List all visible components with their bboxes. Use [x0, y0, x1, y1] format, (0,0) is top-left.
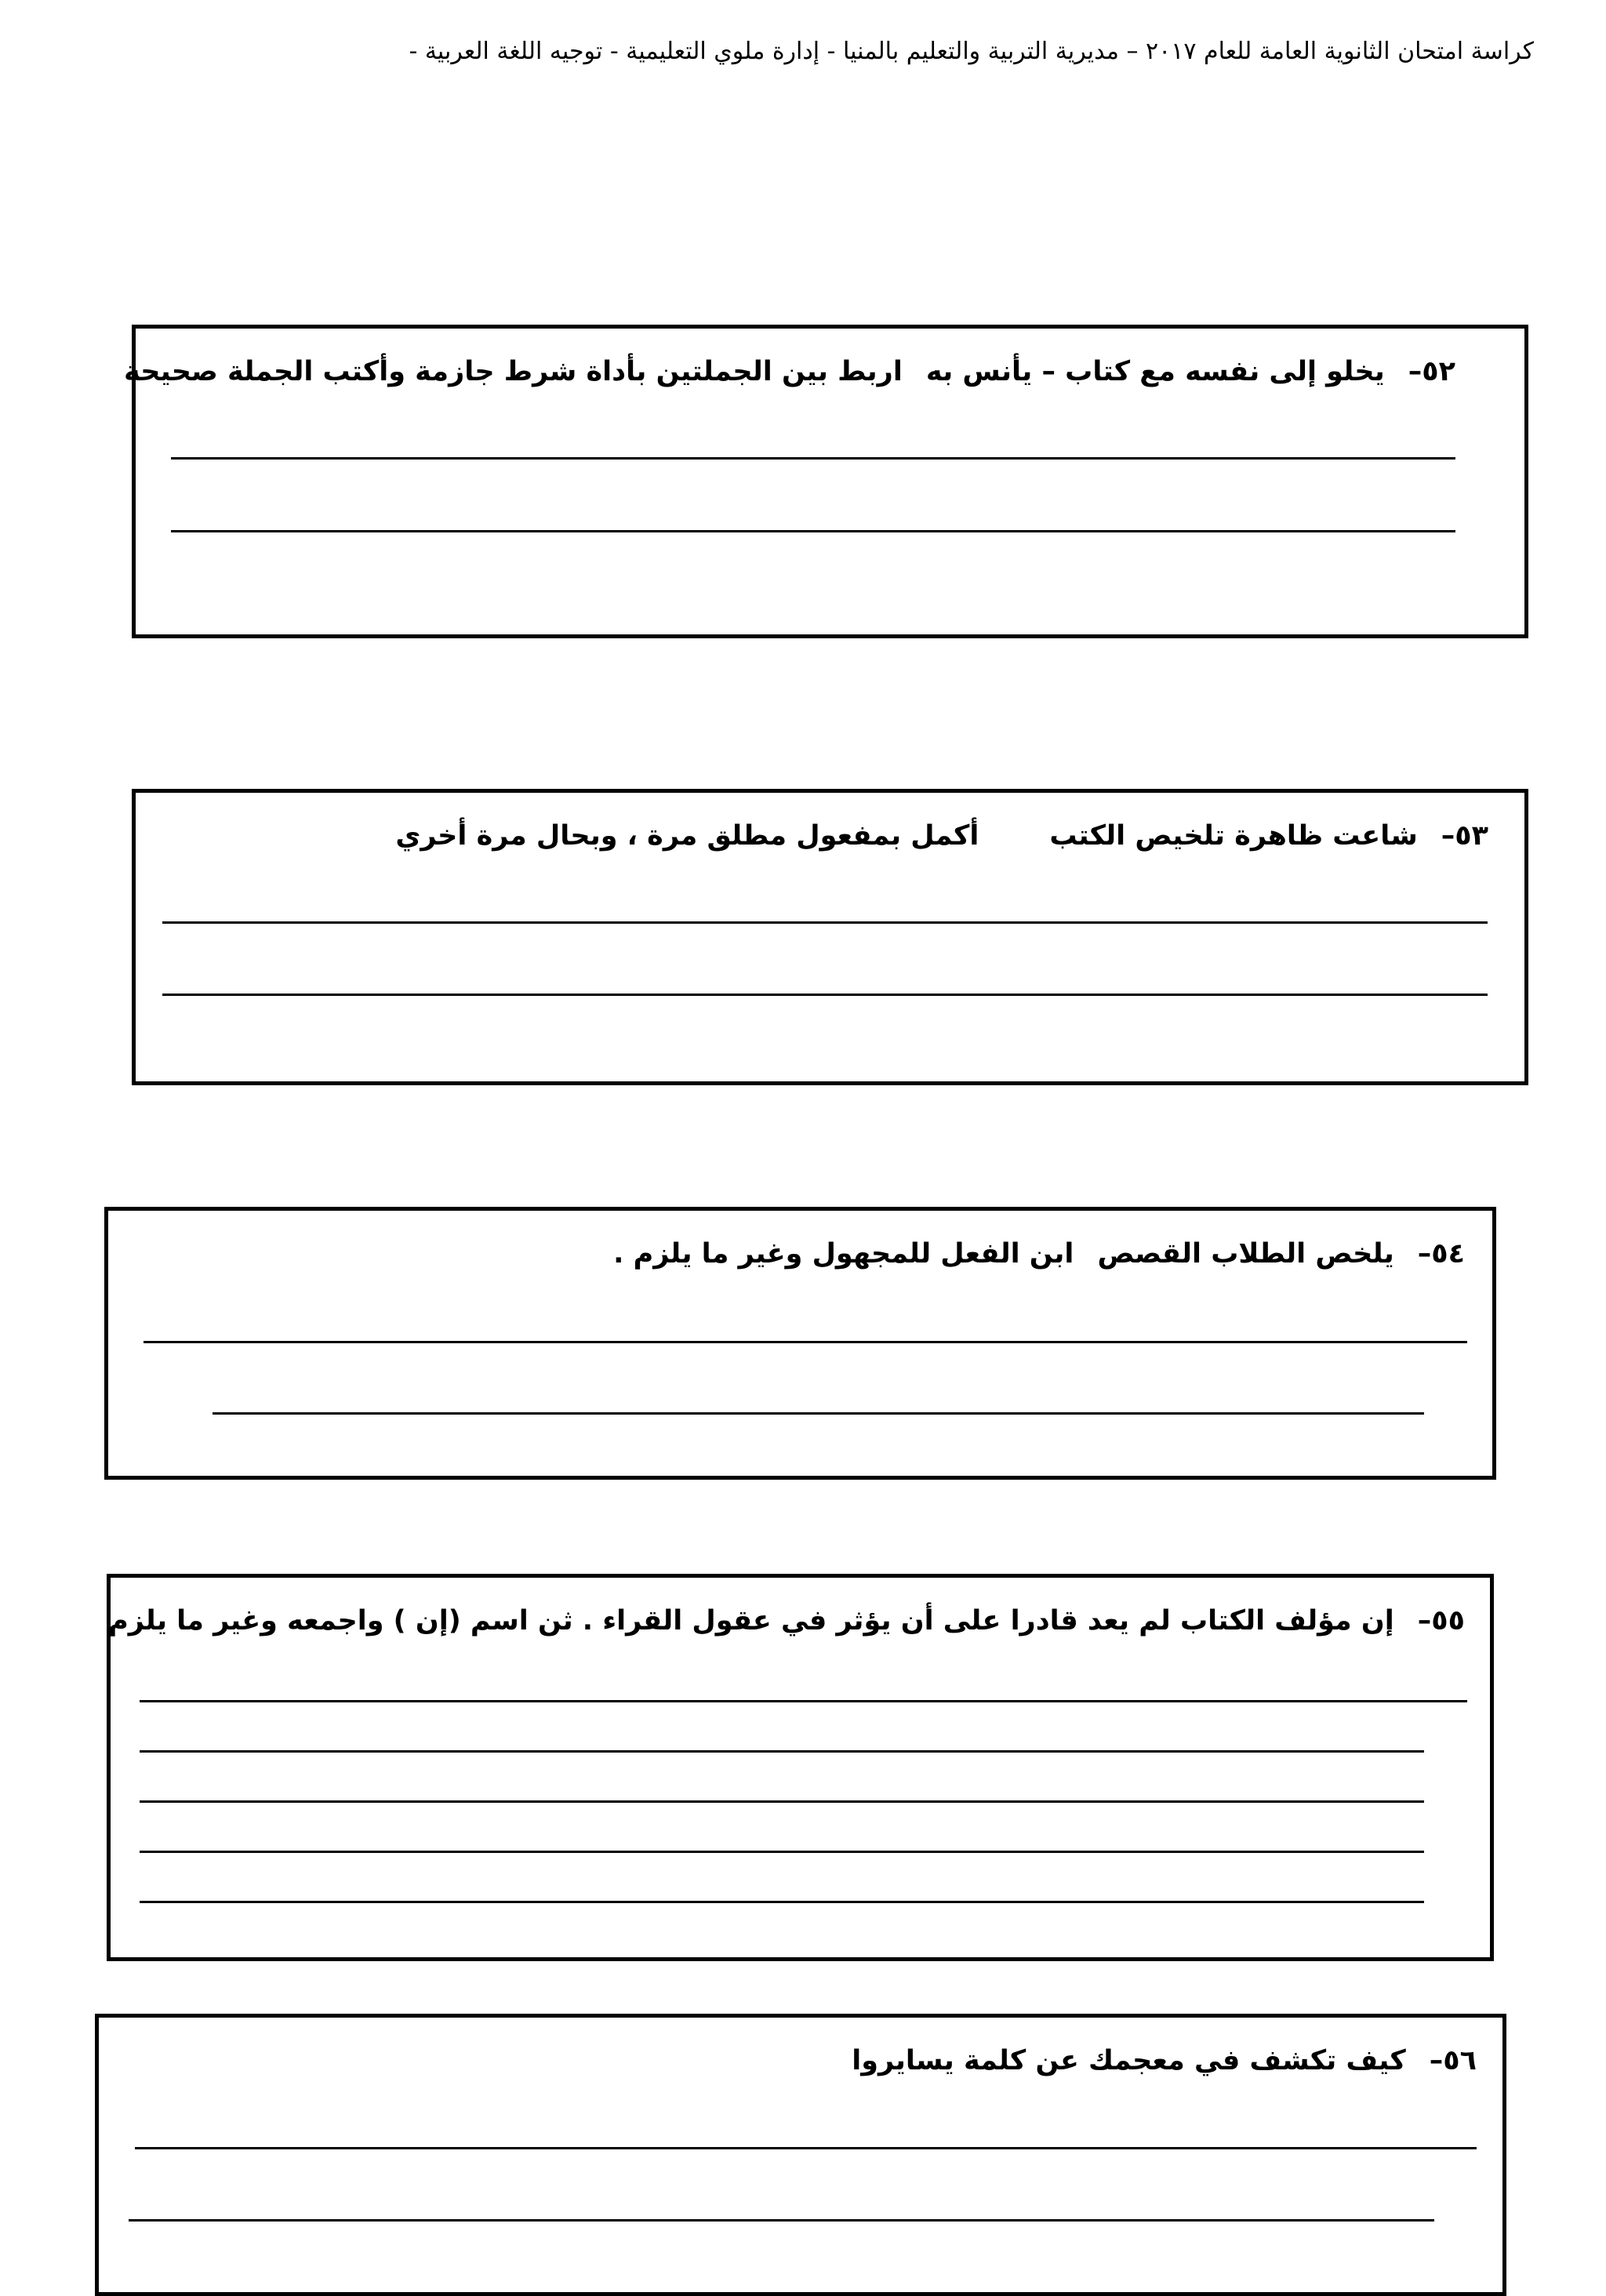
answer-line[interactable]	[135, 2147, 1477, 2149]
answer-line[interactable]	[213, 1412, 1424, 1415]
answer-line[interactable]	[171, 457, 1455, 460]
answer-line[interactable]	[129, 2219, 1434, 2222]
answer-line[interactable]	[162, 994, 1488, 996]
question-56-sentence: كيف تكشف في معجمك عن كلمة يسايروا	[852, 2045, 1406, 2076]
question-54-number: ٥٤–	[1417, 1238, 1465, 1270]
question-54-sentence: يلخص الطلاب القصص	[1097, 1238, 1394, 1270]
page-header: كراسة امتحان الثانوية العامة للعام ٢٠١٧ – مديرية التربية والتعليم بالمنيا - إدارة ملوي التعليمية - توجيه اللغة العربية -	[409, 38, 1534, 65]
answer-line[interactable]	[171, 530, 1455, 532]
question-56-text	[852, 2044, 1477, 2078]
question-53-text	[395, 819, 1488, 853]
answer-line[interactable]	[144, 1341, 1467, 1343]
answer-line[interactable]	[140, 1901, 1424, 1903]
question-52-sentence: يخلو إلى نفسه مع كتاب – يأنس به	[925, 356, 1385, 387]
question-55-number: ٥٥–	[1417, 1605, 1465, 1637]
question-54-text	[613, 1237, 1465, 1271]
answer-line[interactable]	[140, 1700, 1467, 1702]
question-56-number: ٥٦–	[1429, 2045, 1477, 2076]
question-52-number: ٥٢–	[1408, 356, 1455, 387]
question-53-sentence: شاعت ظاهرة تلخيص الكتب	[1049, 820, 1418, 852]
question-53-instruction: أكمل بمفعول مطلق مرة ، وبحال مرة أخري	[395, 820, 979, 852]
question-53-number: ٥٣–	[1441, 820, 1488, 852]
answer-line[interactable]	[140, 1750, 1424, 1753]
answer-line[interactable]	[140, 1800, 1424, 1803]
question-52-text	[124, 354, 1455, 389]
answer-line[interactable]	[162, 921, 1488, 924]
answer-line[interactable]	[140, 1851, 1424, 1853]
question-54-instruction: ابن الفعل للمجهول وغير ما يلزم .	[613, 1238, 1074, 1270]
question-55-text	[108, 1604, 1465, 1638]
question-55-sentence: إن مؤلف الكتاب لم يعد قادرا على أن يؤثر في عقول القراء . ثن اسم (إن ) واجمعه وغير ما يلزم	[108, 1605, 1394, 1637]
question-52-instruction: اربط بين الجملتين بأداة شرط جازمة وأكتب الجملة صحيحة	[124, 356, 903, 387]
